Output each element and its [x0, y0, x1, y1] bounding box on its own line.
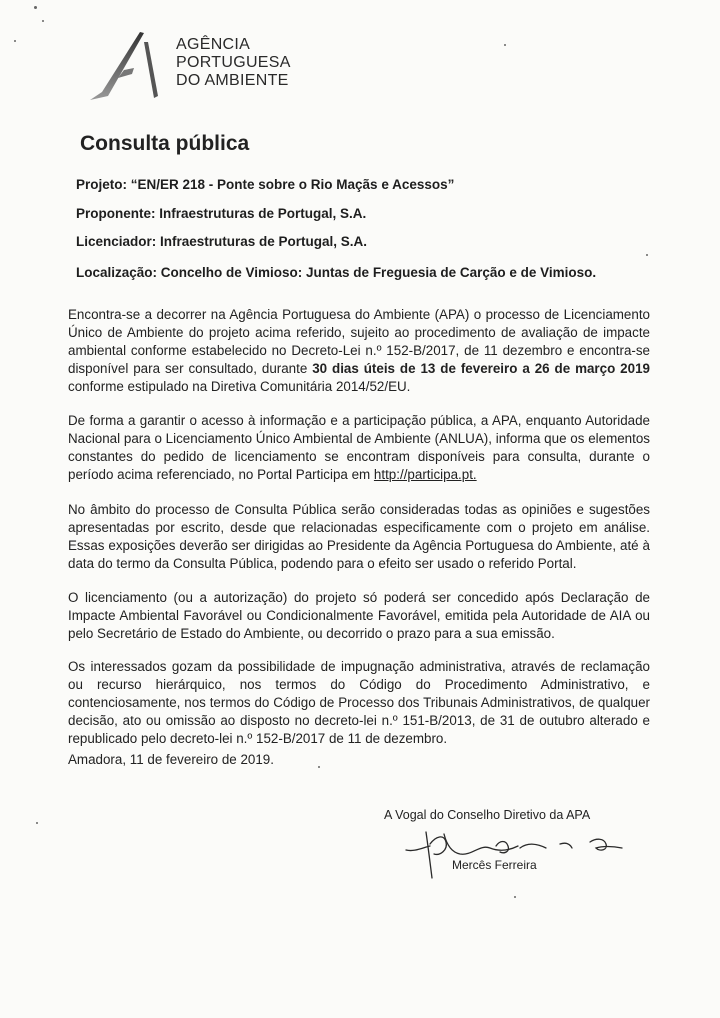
- logo-line-2: PORTUGUESA: [176, 54, 291, 71]
- page-title: Consulta pública: [80, 132, 250, 155]
- scan-speck: [514, 896, 516, 898]
- logo-line-3: DO AMBIENTE: [176, 72, 289, 89]
- meta-proponente: Proponente: Infraestruturas de Portugal, S.A.: [76, 206, 367, 221]
- scan-speck: [36, 822, 38, 824]
- scan-speck: [42, 20, 44, 22]
- handwritten-signature: [400, 822, 630, 892]
- paragraph-1-text-b: conforme estipulado na Diretiva Comunitária 2014/52/EU.: [68, 379, 411, 394]
- paragraph-2-text: De forma a garantir o acesso à informação e a participação pública, a APA, enquanto Autoridade Nacional para o Licenciamento Único Ambiental de Ambiente (ANLUA), informa que os elementos constantes do pedido de licenciamento se encontram disponíveis para consulta, durante o período acima referenciado, no Portal Participa em: [68, 413, 650, 482]
- paragraph-2: [68, 412, 650, 484]
- paragraph-1: [68, 306, 650, 396]
- meta-projeto: Projeto: “EN/ER 218 - Ponte sobre o Rio Maçãs e Acessos”: [76, 177, 455, 192]
- scan-speck: [646, 254, 648, 256]
- paragraph-1-text-a: Encontra-se a decorrer na Agência Portuguesa do Ambiente (APA) o processo de Licenciamento Único de Ambiente do projeto acima referido, sujeito ao procedimento de avaliação de impacte ambiental conforme estabelecido no Decreto-Lei n.º 152-B/2017, de 11 dezembro e encontra-se disponível para ser consultado, durante: [68, 307, 650, 376]
- scan-speck: [14, 40, 16, 42]
- scan-speck: [318, 766, 320, 768]
- meta-localizacao: Localização: Concelho de Vimioso: Juntas de Freguesia de Carção e de Vimioso.: [76, 265, 597, 280]
- logo-line-1: AGÊNCIA: [176, 36, 251, 53]
- signatory-role: A Vogal do Conselho Diretivo da APA: [384, 808, 591, 822]
- meta-licenciador: Licenciador: Infraestruturas de Portugal, S.A.: [76, 234, 368, 249]
- signatory-name: Mercês Ferreira: [452, 858, 537, 872]
- consultation-period: 30 dias úteis de 13 de fevereiro a 26 de março 2019: [312, 361, 650, 376]
- apa-logo-icon: [88, 30, 168, 102]
- participa-link[interactable]: http://participa.pt.: [373, 467, 477, 482]
- document-date: Amadora, 11 de fevereiro de 2019.: [68, 752, 274, 767]
- paragraph-5: Os interessados gozam da possibilidade de impugnação administrativa, através de reclamação ou recurso hierárquico, nos termos do Código do Procedimento Administrativo, e contenciosamente, nos termos do Código de Processo dos Tribunais Administrativos, de qualquer decisão, ato ou omissão ao disposto no decreto-lei n.º 151-B/2013, de 31 de outubro alterado e republicado pelo decreto-lei n.º 152-B/2017 de 11 de dezembro.: [68, 659, 650, 746]
- paragraph-3: No âmbito do processo de Consulta Pública serão consideradas todas as opiniões e sugestões apresentadas por escrito, desde que relacionadas especificamente com o projeto em análise. Essas exposições deverão ser dirigidas ao Presidente da Agência Portuguesa do Ambiente, até à data do termo da Consulta Pública, podendo para o efeito ser usado o referido Portal.: [68, 502, 650, 571]
- scan-speck: [34, 6, 37, 9]
- logo-text: [176, 36, 291, 90]
- paragraph-4: O licenciamento (ou a autorização) do projeto só poderá ser concedido após Declaração de Impacte Ambiental Favorável ou Condicionalmente Favorável, emitida pela Autoridade de AIA ou pelo Secretário de Estado do Ambiente, ou decorrido o prazo para a sua emissão.: [68, 590, 650, 641]
- scan-speck: [504, 44, 506, 46]
